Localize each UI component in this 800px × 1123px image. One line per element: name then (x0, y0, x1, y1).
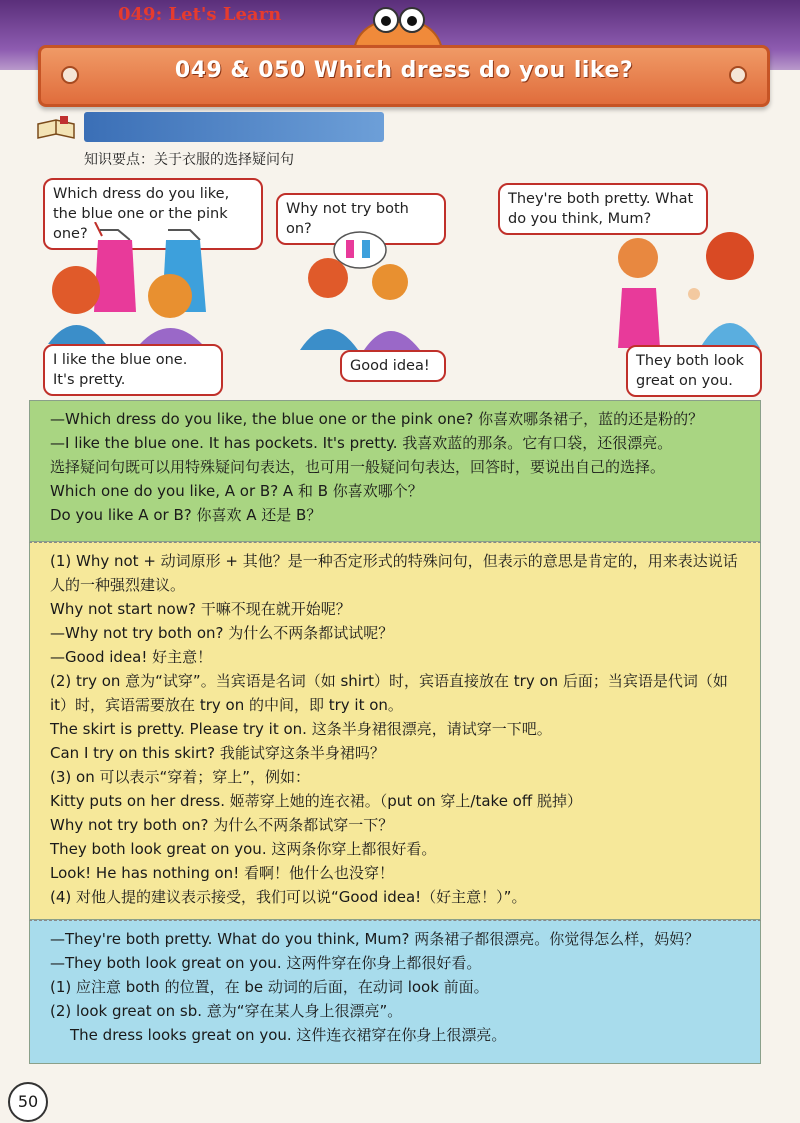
scene-girls-with-dresses (40, 222, 220, 344)
box2-line: Why not try both on? 为什么不两条都试穿一下？ (50, 816, 394, 834)
box2-line: (1) Why not + 动词原形 + 其他？是一种否定形式的特殊问句，但表示的意思是肯定的，用来表达说话人的一种强烈建议。 (50, 552, 738, 594)
box3-line: The dress looks great on you. 这件连衣裙穿在你身上很漂亮。 (70, 1026, 507, 1044)
knowledge-point: 知识要点：关于衣服的选择疑问句 (84, 152, 294, 168)
lesson-pill (84, 112, 384, 142)
box1-line: Which one do you like, A or B? A 和 B 你喜欢哪个？ (50, 482, 423, 500)
speech-bubble-3: Why not try both on? (276, 193, 446, 245)
box2-line: (4) 对他人提的建议表示接受，我们可以说“Good idea!（好主意！）”。 (50, 888, 527, 906)
box3-line: (2) look great on sb. 意为“穿在某人身上很漂亮”。 (50, 1002, 403, 1020)
box2-line: Can I try on this skirt? 我能试穿这条半身裙吗？ (50, 744, 385, 762)
speech-bubble-6: They both look great on you. (626, 345, 762, 397)
box2-line: (3) on 可以表示“穿着；穿上”，例如： (50, 768, 311, 786)
lesson-label: 049: Let's Learn (118, 4, 282, 25)
scene-girls-talking (280, 230, 430, 350)
box1-line: 选择疑问句既可以用特殊疑问句表达，也可用一般疑问句表达，回答时，要说出自己的选择。 (50, 458, 666, 476)
speech-bubble-4: Good idea! (340, 350, 446, 382)
box1-line: Do you like A or B? 你喜欢 A 还是 B？ (50, 506, 322, 524)
box1-line: —I like the blue one. It has pockets. It's pretty. 我喜欢蓝的那条。它有口袋，还很漂亮。 (50, 434, 673, 452)
explanation-box-2 (29, 542, 761, 920)
box3-line: —They're both pretty. What do you think, Mum? 两条裙子都很漂亮。你觉得怎么样，妈妈？ (50, 930, 700, 948)
box2-line: (2) try on 意为“试穿”。当宾语是名词（如 shirt）时，宾语直接放在 try on 后面；当宾语是代词（如 it）时，宾语需要放在 try on 的中间，即 try it on。 (50, 672, 728, 714)
box2-line: —Why not try both on? 为什么不两条都试试呢？ (50, 624, 394, 642)
title-banner (38, 45, 770, 107)
explanation-box-3 (29, 920, 761, 1064)
page-title: 049 & 050 Which dress do you like? (174, 58, 634, 83)
speech-bubble-2: I like the blue one. It's pretty. (43, 344, 223, 396)
box2-line: The skirt is pretty. Please try it on. 这条半身裙很漂亮，请试穿一下吧。 (50, 720, 552, 738)
box2-line: —Good idea! 好主意！ (50, 648, 213, 666)
explanation-box-1 (29, 400, 761, 542)
box3-line: (1) 应注意 both 的位置，在 be 动词的后面，在动词 look 前面。 (50, 978, 489, 996)
book-icon (36, 116, 76, 142)
scene-girl-and-mum (604, 228, 764, 348)
box3-line: —They both look great on you. 这两件穿在你身上都很好看。 (50, 954, 482, 972)
box2-line: They both look great on you. 这两条你穿上都很好看。 (50, 840, 437, 858)
box2-line: Look! He has nothing on! 看啊！他什么也没穿！ (50, 864, 394, 882)
box1-line: —Which dress do you like, the blue one or the pink one? 你喜欢哪条裙子，蓝的还是粉的？ (50, 410, 704, 428)
speech-bubble-1: Which dress do you like, the blue one or the pink one? (43, 178, 263, 250)
box2-line: Why not start now? 干嘛不现在就开始呢？ (50, 600, 351, 618)
speech-bubble-5: They're both pretty. What do you think, Mum? (498, 183, 708, 235)
page-number: 50 (8, 1082, 48, 1122)
box2-line: Kitty puts on her dress. 姬蒂穿上她的连衣裙。（put on 穿上/take off 脱掉） (50, 792, 582, 810)
